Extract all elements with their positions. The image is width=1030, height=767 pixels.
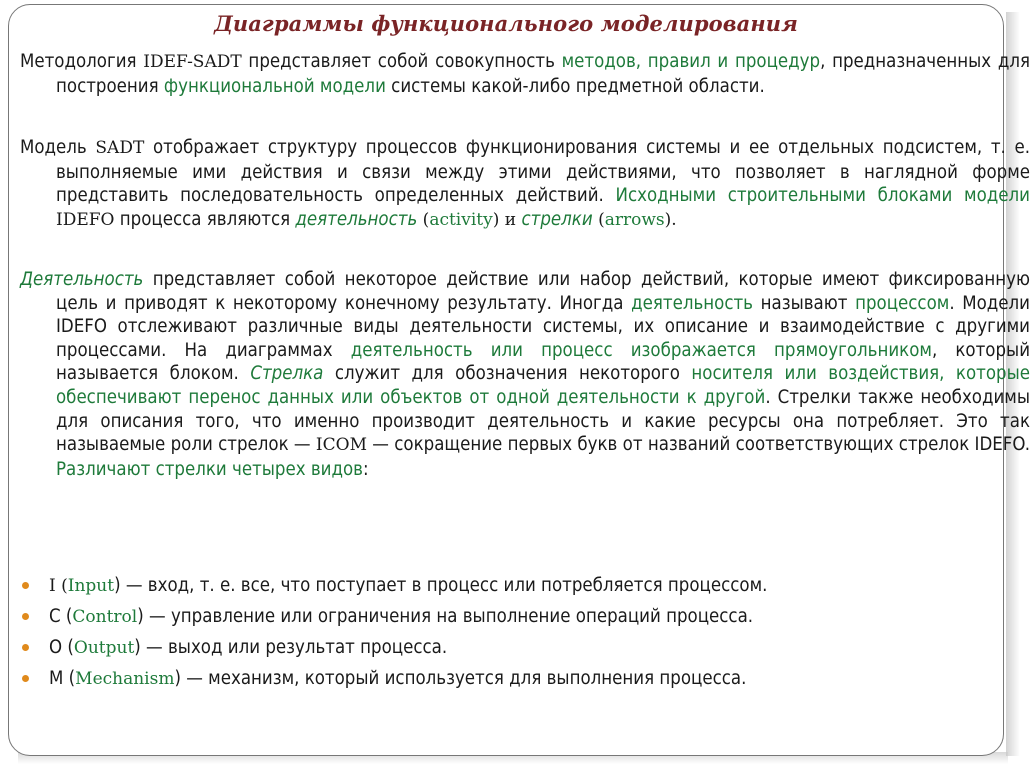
bullet-letter: С (	[49, 606, 73, 627]
bullet-text: ) — вход, т. е. все, что поступает в процесс или потребляется процессом.	[114, 575, 768, 596]
paragraph-methodology	[20, 50, 1030, 98]
bullet-letter: М (	[49, 668, 76, 689]
highlight-activity-word: деятельность	[631, 292, 753, 314]
bullet-dot-icon	[22, 613, 29, 620]
bullet-text: ) — управление или ограничения на выполнение операций процесса.	[137, 606, 754, 627]
bullet-term: Control	[72, 607, 138, 627]
highlight-activity-term: Деятельность	[20, 269, 144, 290]
text-run: отображает структуру процессов функционирования системы и ее отдельных подсистем, т. е. выполняемые ими действия и связи между этими действиями, что позволяет в наглядной форме представить последовательность определенных действий.	[56, 137, 1030, 207]
bullet-dot-icon	[22, 644, 29, 651]
text-run: — сокращение первых букв от названий соответствующих стрелок IDEFO.	[366, 434, 1030, 456]
text-run: :	[363, 458, 369, 480]
paragraph-sadt-model	[20, 136, 1030, 232]
text-run: , который называется блоком.	[56, 339, 1030, 385]
text-run: процесса являются	[114, 208, 296, 230]
list-item-output	[21, 632, 991, 663]
term-idefo: IDEFO	[56, 209, 115, 230]
paragraph-activity	[20, 268, 1030, 481]
bullet-term: Output	[73, 638, 135, 658]
text-run: представляет собой совокупность	[241, 51, 562, 72]
highlight-methods: методов, правил и процедур	[561, 51, 821, 72]
highlight-arrows: стрелки	[521, 208, 593, 230]
text-run: ) и	[492, 209, 522, 230]
highlight-building-blocks: Исходными строительными блоками модели	[615, 185, 1030, 207]
highlight-carrier: носителя или воздействия, которые обеспечивают перенос данных или объектов от одной деятельности к другой	[56, 363, 1030, 408]
text-run: . Модели IDEFO отслеживают различные виды деятельности системы, их описание и взаимодействие с другими процессами. На диаграммах	[56, 292, 1030, 361]
highlight-rectangle: деятельность или процесс изображается прямоугольником	[350, 339, 932, 361]
highlight-functional-model: функциональной модели	[163, 75, 386, 97]
highlight-four-kinds: Различают стрелки четырех видов	[56, 458, 363, 480]
term-idef-sadt: IDEF-SADT	[143, 52, 242, 72]
term-arrows: arrows	[604, 209, 665, 230]
text-run: системы какой-либо предметной области.	[385, 75, 765, 97]
text-run: называют	[753, 292, 856, 314]
list-item-mechanism	[21, 663, 991, 694]
text-run: . Стрелки также необходимы для описания того, что именно производит деятельность и какие ресурсы она потребляет. Это так называемые роли стрелок —	[56, 386, 1030, 456]
text-run: Модель	[20, 137, 96, 158]
highlight-process: процессом	[855, 292, 950, 314]
term-icom: ICOM	[315, 435, 367, 456]
list-item-control	[21, 601, 991, 632]
slide-title: Диаграммы функционального моделирования	[214, 11, 798, 36]
bullet-text: ) — механизм, который используется для выполнения процесса.	[174, 668, 747, 689]
text-run: (	[417, 209, 430, 230]
bullet-letter: О (	[49, 637, 74, 658]
text-run: представляет собой некоторое действие или набор действий, которые имеют фиксированную цель и приводят к некоторому конечному результату. Иногда	[56, 269, 1030, 314]
term-activity: activity	[429, 209, 493, 230]
text-run: Методология	[20, 51, 144, 72]
slide-frame	[8, 4, 1030, 756]
bullet-letter: I (	[49, 576, 68, 596]
list-item-input	[21, 570, 991, 601]
bullet-dot-icon	[22, 675, 29, 682]
bullet-term: Mechanism	[75, 669, 175, 689]
term-sadt: SADT	[95, 138, 145, 158]
text-run: (	[592, 209, 605, 230]
arrow-types-list	[21, 570, 991, 694]
highlight-activity: деятельность	[295, 208, 418, 230]
bullet-term: Input	[67, 576, 115, 596]
highlight-arrow-term: Стрелка	[250, 363, 324, 385]
text-run: , предназначенных для построения	[56, 51, 1030, 97]
text-run: служит для обозначения некоторого	[323, 363, 692, 385]
text-run: ).	[664, 209, 677, 230]
bullet-dot-icon	[22, 582, 29, 589]
bullet-text: ) — выход или результат процесса.	[134, 637, 448, 658]
